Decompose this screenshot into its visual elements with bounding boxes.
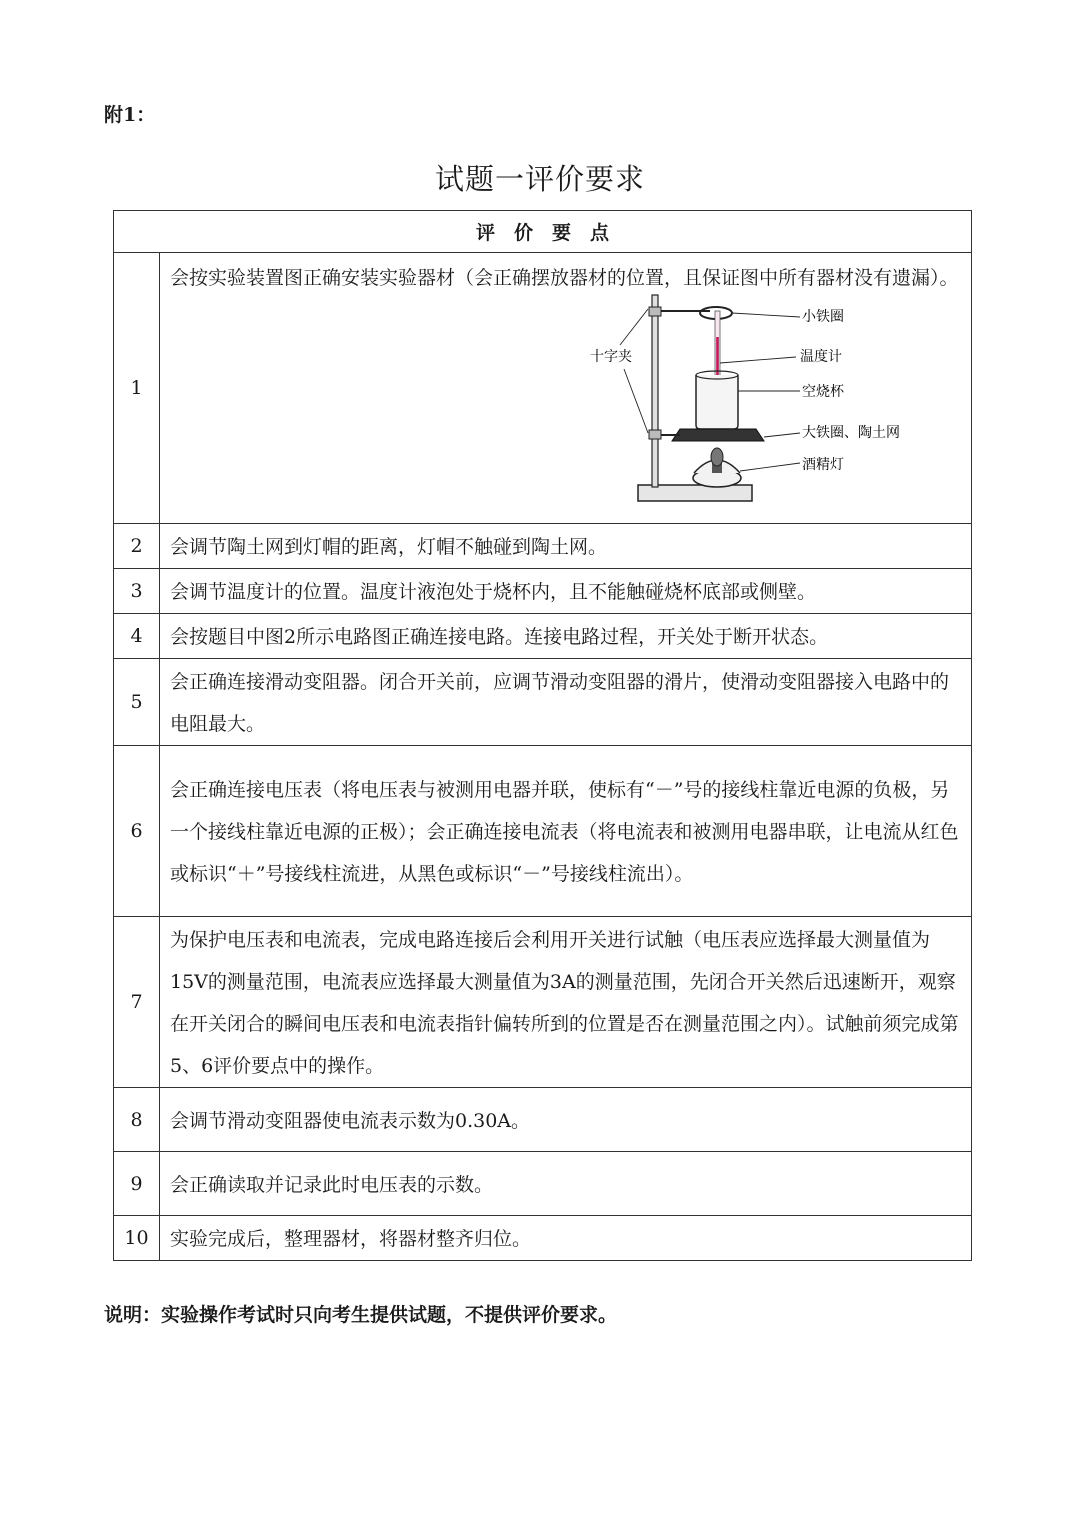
row-number: 10 [114,1216,160,1261]
row-text-content: 会按实验装置图正确安装实验器材（会正确摆放器材的位置，且保证图中所有器材没有遗漏）。 [170,267,959,289]
table-row [114,614,972,659]
row-number: 2 [114,524,160,569]
row-number: 4 [114,614,160,659]
row-text: 会调节滑动变阻器使电流表示数为0.30A。 [160,1088,972,1152]
row-number: 1 [114,253,160,524]
table-row [114,569,972,614]
row-number: 9 [114,1152,160,1216]
leader-gauze [764,433,800,437]
lamp-cap [711,448,723,466]
table-header: 评 价 要 点 [114,211,972,253]
row-number: 3 [114,569,160,614]
label-thermometer: 温度计 [800,349,842,365]
apparatus-diagram [560,287,900,509]
table-row [114,746,972,917]
upper-clamp [649,307,661,316]
row-text: 会调节陶土网到灯帽的距离，灯帽不触碰到陶土网。 [160,524,972,569]
page-title: 试题一评价要求 [434,162,645,196]
label-cross-clamp: 十字夹 [590,349,632,365]
label-small-ring: 小铁圈 [802,309,844,325]
row-text: 会正确连接电压表（将电压表与被测用电器并联，使标有“－”号的接线柱靠近电源的负极，另一个接线柱靠近电源的正极）；会正确连接电流表（将电流表和被测用电器串联，让电流从红色或标识“＋”号接线柱流进，从黑色或标识“－”号接线柱流出）。 [160,746,972,917]
label-large-ring-gauze: 大铁圈、陶土网 [802,425,900,441]
row-text [160,253,972,524]
apparatus-figure [560,287,900,509]
row-number: 5 [114,659,160,746]
row-text: 为保护电压表和电流表，完成电路连接后会利用开关进行试触（电压表应选择最大测量值为15V的测量范围，电流表应选择最大测量值为3A的测量范围，先闭合开关然后迅速断开，观察在开关闭合的瞬间电压表和电流表指针偏转所到的位置是否在测量范围之内）。试触前须完成第5、6评价要点中的操作。 [160,917,972,1088]
table-row [114,524,972,569]
row-number: 7 [114,917,160,1088]
leader-thermometer [720,357,796,363]
leader-cross-clamp-2 [624,369,648,433]
table-row [114,659,972,746]
row-text: 会正确读取并记录此时电压表的示数。 [160,1152,972,1216]
attachment-label: 附1： [104,104,156,126]
table-header-row [114,211,972,253]
leader-cross-clamp-1 [620,309,648,345]
leader-small-ring [732,313,800,317]
row-text: 会按题目中图2所示电路图正确连接电路。连接电路过程，开关处于断开状态。 [160,614,972,659]
label-alcohol-lamp: 酒精灯 [802,457,844,473]
gauze [672,429,764,441]
table-row [114,1088,972,1152]
row-text: 会调节温度计的位置。温度计液泡处于烧杯内，且不能触碰烧杯底部或侧壁。 [160,569,972,614]
stand-rod [652,295,658,487]
label-beaker: 空烧杯 [802,384,844,400]
table-row [114,1152,972,1216]
beaker-shape [696,375,738,429]
table-row [114,917,972,1088]
footnote: 说明：实验操作考试时只向考生提供试题，不提供评价要求。 [104,1304,618,1326]
table-row [114,1216,972,1261]
row-text: 实验完成后，整理器材，将器材整齐归位。 [160,1216,972,1261]
leader-lamp [740,463,800,471]
lower-clamp [649,430,661,439]
row-number: 6 [114,746,160,917]
row-text: 会正确连接滑动变阻器。闭合开关前，应调节滑动变阻器的滑片，使滑动变阻器接入电路中的电阻最大。 [160,659,972,746]
evaluation-table [113,210,972,1261]
row-number: 8 [114,1088,160,1152]
table-row [114,253,972,524]
